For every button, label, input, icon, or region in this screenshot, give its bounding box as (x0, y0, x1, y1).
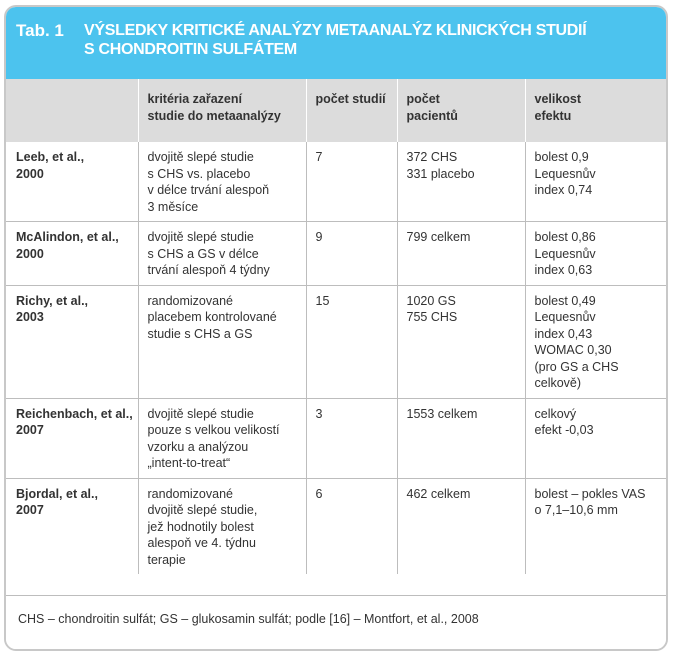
cell-line: dvojitě slepé studie (147, 230, 254, 244)
cell-line: „intent-to-treat“ (147, 456, 231, 470)
cell-line: dvojitě slepé studie (147, 406, 254, 421)
column-header-criteria (138, 79, 306, 142)
cell-study-count (306, 142, 397, 222)
cell-patient-count (397, 398, 525, 478)
cell-line: 755 CHS (406, 310, 458, 324)
cell-line: 7 (315, 150, 323, 164)
cell-line: 3 měsíce (147, 199, 199, 214)
cell-patient-count (397, 478, 525, 574)
cell-line: 331 placebo (406, 166, 475, 181)
table-row (6, 142, 666, 222)
cell-effect-size (525, 142, 666, 222)
table-header (6, 7, 666, 79)
cell-line: terapie (147, 552, 186, 567)
cell-patient-count (397, 142, 525, 222)
cell-effect-size (525, 285, 666, 398)
cell-line: Lequesnův (534, 246, 596, 261)
cell-author (6, 222, 138, 286)
cell-line: McAlindon, et al., (16, 230, 119, 244)
cell-study-count (306, 222, 397, 286)
cell-line: bolest 0,9 (534, 150, 589, 164)
table-row (6, 478, 666, 574)
cell-line: velikost (534, 92, 582, 106)
cell-line: počet (406, 92, 440, 106)
cell-line: dvojitě slepé studie, (147, 503, 258, 517)
cell-criteria (138, 142, 306, 222)
cell-line: 6 (315, 486, 323, 501)
cell-line: bolest 0,86 (534, 230, 596, 244)
cell-criteria (138, 478, 306, 574)
cell-line: (pro GS a CHS (534, 359, 619, 374)
cell-effect-size (525, 398, 666, 478)
cell-line: randomizované (147, 293, 233, 308)
cell-line: vzorku a analýzou (147, 439, 249, 454)
cell-line: celkově) (534, 376, 582, 390)
cell-author (6, 478, 138, 574)
cell-criteria (138, 398, 306, 478)
cell-line: 2003 (16, 310, 44, 324)
cell-line: WOMAC 0,30 (534, 343, 612, 357)
table-row (6, 285, 666, 398)
cell-line: 372 CHS (406, 150, 458, 164)
cell-line: 799 celkem (406, 230, 471, 244)
cell-line: 2007 (16, 423, 44, 437)
column-header-author (6, 79, 138, 142)
cell-patient-count (397, 222, 525, 286)
table-body (6, 142, 666, 574)
cell-line: 15 (315, 293, 330, 308)
cell-line: celkový (534, 406, 577, 421)
cell-author (6, 285, 138, 398)
cell-study-count (306, 398, 397, 478)
cell-line: 3 (315, 406, 323, 421)
cell-line: kritéria zařazení (147, 92, 242, 106)
cell-line: efekt -0,03 (534, 423, 594, 437)
cell-line: 2000 (16, 246, 44, 261)
cell-effect-size (525, 478, 666, 574)
cell-line: o 7,1–10,6 mm (534, 503, 618, 517)
cell-line: v délce trvání alespoň (147, 183, 270, 197)
cell-line: studie s CHS a GS (147, 326, 253, 341)
cell-line: pouze s velkou velikostí (147, 423, 280, 437)
cell-line: efektu (534, 109, 572, 123)
cell-line: 1553 celkem (406, 406, 478, 421)
cell-line: Lequesnův (534, 166, 596, 181)
table-title-line-1: VÝSLEDKY KRITICKÉ ANALÝZY METAANALÝZ KLINICKÝCH STUDIÍ (84, 22, 587, 39)
cell-line: 2000 (16, 166, 44, 181)
cell-line: placebem kontrolované (147, 310, 277, 324)
cell-line: 2007 (16, 503, 44, 517)
cell-line: bolest – pokles VAS (534, 486, 646, 501)
cell-study-count (306, 478, 397, 574)
cell-effect-size (525, 222, 666, 286)
column-header-effect-size (525, 79, 666, 142)
cell-line: s CHS a GS v délce (147, 246, 259, 261)
cell-line: počet studií (315, 92, 386, 106)
cell-line: studie do metaanalýzy (147, 109, 281, 123)
cell-line: pacientů (406, 109, 458, 123)
cell-author (6, 142, 138, 222)
cell-line: index 0,63 (534, 263, 593, 277)
cell-study-count (306, 285, 397, 398)
cell-line: randomizované (147, 486, 233, 501)
table-number: Tab. 1 (16, 21, 64, 40)
cell-line: Richy, et al., (16, 293, 89, 308)
cell-patient-count (397, 285, 525, 398)
cell-line: Bjordal, et al., (16, 486, 98, 501)
column-headers (6, 79, 666, 142)
cell-line: 1020 GS (406, 293, 456, 308)
cell-line: 9 (315, 230, 323, 244)
cell-criteria (138, 285, 306, 398)
table-frame (4, 5, 668, 651)
cell-line: bolest 0,49 (534, 293, 596, 308)
cell-line: dvojitě slepé studie (147, 150, 254, 164)
cell-line: s CHS vs. placebo (147, 166, 251, 181)
cell-author (6, 398, 138, 478)
cell-criteria (138, 222, 306, 286)
cell-line: 462 celkem (406, 486, 471, 501)
column-header-row (6, 79, 666, 142)
cell-line: Lequesnův (534, 310, 596, 324)
table-title-line-2: S CHONDROITIN SULFÁTEM (84, 41, 297, 58)
cell-line: Leeb, et al., (16, 150, 85, 164)
meta-analysis-table (6, 79, 666, 574)
table-title (84, 21, 586, 59)
table-footnote: CHS – chondroitin sulfát; GS – glukosamin sulfát; podle [16] – Montfort, et al., 2008 (6, 595, 666, 649)
table-row (6, 398, 666, 478)
cell-line: jež hodnotily bolest (147, 519, 254, 534)
cell-line: trvání alespoň 4 týdny (147, 263, 270, 277)
column-header-patient-count (397, 79, 525, 142)
cell-line: index 0,43 (534, 326, 593, 341)
cell-line: Reichenbach, et al., (16, 406, 133, 421)
column-header-study-count (306, 79, 397, 142)
table-row (6, 222, 666, 286)
cell-line: alespoň ve 4. týdnu (147, 536, 256, 550)
cell-line: index 0,74 (534, 183, 593, 197)
